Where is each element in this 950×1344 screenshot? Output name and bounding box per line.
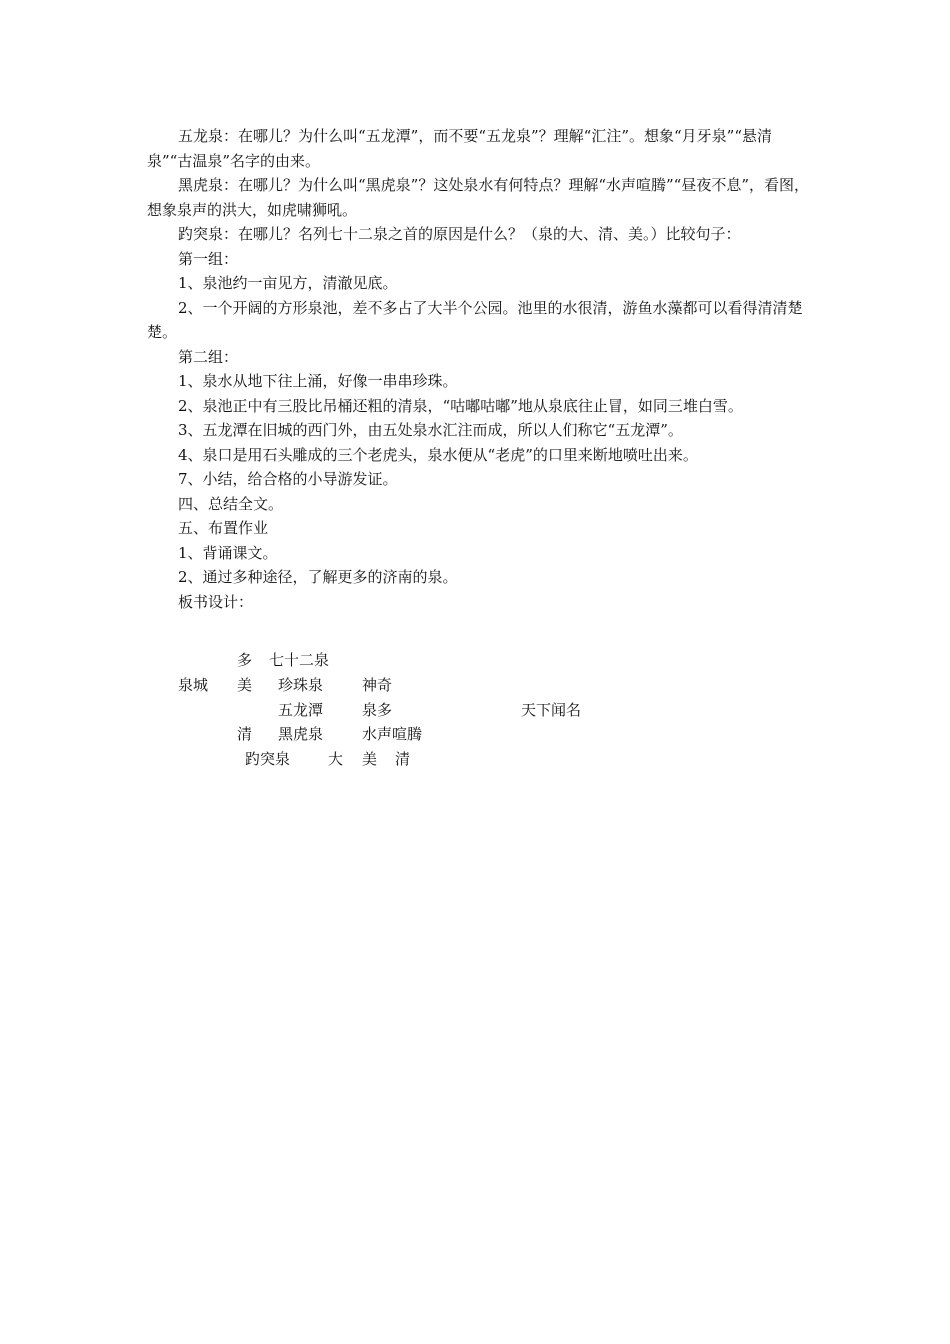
paragraph-baotuquan: 趵突泉：在哪儿？名列七十二泉之首的原因是什么？（泉的大、清、美。）比较句子：: [178, 225, 741, 243]
group-two-item-4: 4、泉口是用石头雕成的三个老虎头，泉水便从“老虎”的口里来断地喷吐出来。: [178, 445, 698, 464]
board-mei: 美: [237, 676, 253, 694]
paragraph-heihuquan: 黑虎泉：在哪儿？为什么叫“黑虎泉”？这处泉水有何特点？理解“水声喧腾”“昼夜不息”，看图，想象泉声的洪大，如虎啸狮吼。: [147, 176, 810, 219]
board-seventy-two-springs: 七十二泉: [269, 651, 330, 669]
section-four-heading: 四、总结全文。: [178, 494, 284, 513]
board-qing-2: 清: [395, 750, 411, 768]
board-spring-city: 泉城: [178, 676, 209, 694]
group-two-item-1: 1、泉水从地下往上涌，好像一串串珍珠。: [178, 372, 458, 390]
board-mei-2: 美: [362, 750, 378, 768]
board-baotuquan: 趵突泉: [245, 750, 291, 768]
group-one-item-1: 1、泉池约一亩见方，清澈见底。: [178, 274, 398, 292]
paragraph-wulongquan: 五龙泉：在哪儿？为什么叫“五龙潭”，而不要“五龙泉”？理解“汇注”。想象“月牙泉”“悬清泉”“古温泉”名字的由来。: [147, 127, 773, 170]
board-qing: 清: [237, 725, 253, 743]
board-duo: 多: [237, 651, 253, 669]
board-tianxia-wenming: 天下闻名: [521, 701, 582, 719]
board-heihuquan: 黑虎泉: [278, 725, 324, 743]
board-zhenzhuquan: 珍珠泉: [278, 676, 324, 694]
group-one-item-2: 2、一个开阔的方形泉池，差不多占了大半个公园。池里的水很清，游鱼水藻都可以看得清清楚楚。: [147, 298, 803, 341]
board-shenqi: 神奇: [362, 676, 393, 694]
group-one-heading: 第一组：: [178, 249, 239, 268]
group-two-heading: 第二组：: [178, 347, 239, 366]
board-wulongtan: 五龙潭: [278, 701, 324, 719]
homework-item-1: 1、背诵课文。: [178, 543, 278, 562]
group-two-item-2: 2、泉池正中有三股比吊桶还粗的清泉，“咕嘟咕嘟”地从泉底往止冒，如同三堆白雪。: [178, 396, 743, 415]
homework-item-2: 2、通过多种途径，了解更多的济南的泉。: [178, 568, 458, 586]
group-two-item-3: 3、五龙潭在旧城的西门外，由五处泉水汇注而成，所以人们称它“五龙潭”。: [178, 421, 683, 439]
board-shuisheng-xuanteng: 水声喧腾: [362, 725, 423, 743]
summary-step: 7、小结，给合格的小导游发证。: [178, 470, 398, 488]
section-five-heading: 五、布置作业: [178, 519, 269, 537]
board-da: 大: [328, 750, 344, 768]
board-design-heading: 板书设计：: [178, 592, 254, 611]
board-quanduo: 泉多: [362, 701, 393, 719]
